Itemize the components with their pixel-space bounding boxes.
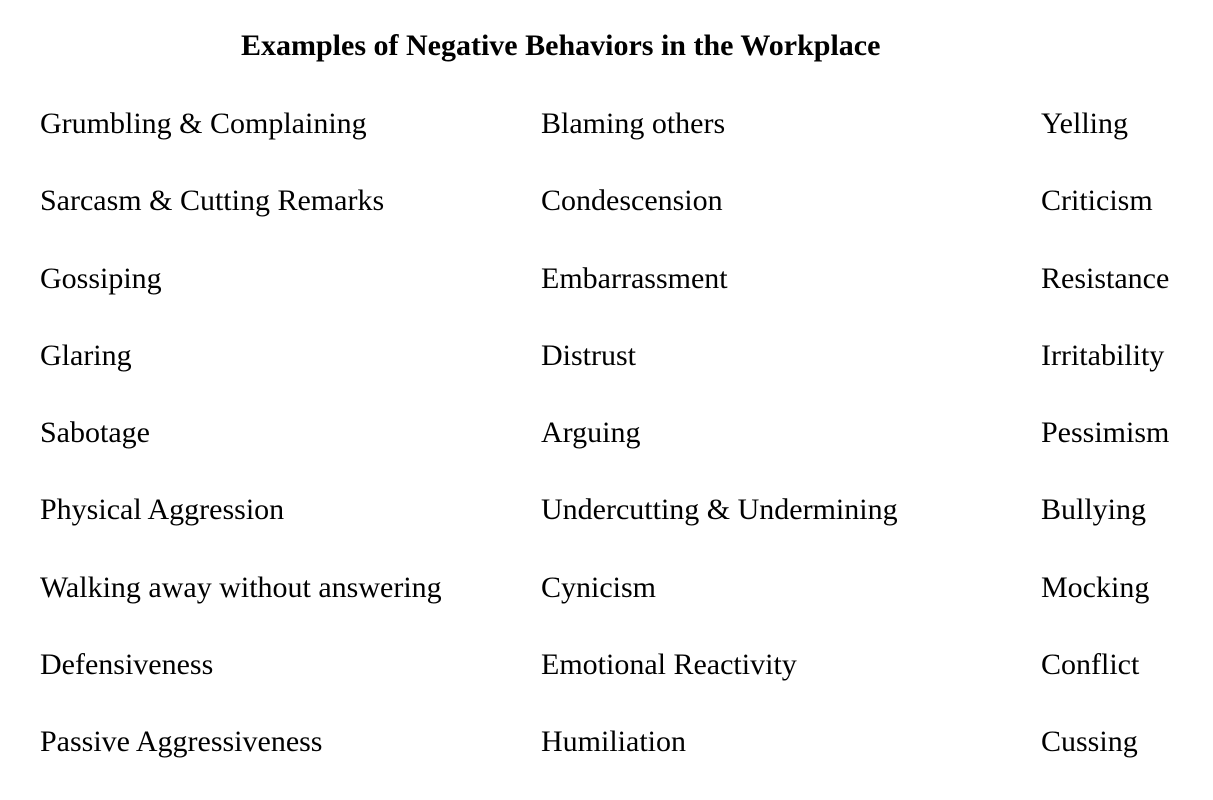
- behavior-cell: Undercutting & Undermining: [541, 493, 898, 527]
- page-title: Examples of Negative Behaviors in the Workplace: [241, 29, 881, 62]
- table-row: [40, 336, 1210, 413]
- table-row: [40, 259, 1210, 336]
- behavior-cell: Mocking: [1041, 570, 1150, 604]
- behavior-cell: Irritability: [1041, 338, 1165, 372]
- behavior-cell: Yelling: [1041, 107, 1128, 140]
- behavior-cell: Passive Aggressiveness: [40, 725, 323, 759]
- behavior-cell: Physical Aggression: [40, 493, 285, 527]
- behavior-cell: Criticism: [1041, 184, 1153, 218]
- table-row: [40, 722, 1210, 799]
- behavior-cell: Conflict: [1041, 648, 1140, 682]
- behavior-cell: Cynicism: [541, 570, 657, 604]
- behavior-cell: Bullying: [1041, 493, 1147, 527]
- table-row: [40, 568, 1210, 645]
- table-row: [40, 645, 1210, 722]
- table-row: [40, 104, 1210, 181]
- behavior-cell: Grumbling & Complaining: [40, 107, 367, 140]
- behavior-cell: Sarcasm & Cutting Remarks: [40, 184, 385, 218]
- behavior-cell: Humiliation: [541, 725, 686, 759]
- behavior-cell: Arguing: [541, 416, 641, 450]
- behavior-table: [40, 104, 1210, 800]
- behavior-cell: Pessimism: [1041, 416, 1170, 450]
- behavior-cell: Walking away without answering: [40, 570, 442, 604]
- table-row: [40, 181, 1210, 258]
- behavior-cell: Cussing: [1041, 725, 1138, 759]
- behavior-cell: Embarrassment: [541, 261, 728, 295]
- behavior-cell: Gossiping: [40, 261, 162, 295]
- behavior-cell: Blaming others: [541, 107, 726, 140]
- behavior-cell: Sabotage: [40, 416, 150, 450]
- behavior-cell: Resistance: [1041, 261, 1170, 295]
- behavior-cell: Condescension: [541, 184, 723, 218]
- table-row: [40, 490, 1210, 567]
- behavior-cell: Emotional Reactivity: [541, 648, 797, 682]
- behavior-cell: Defensiveness: [40, 648, 214, 682]
- table-row: [40, 413, 1210, 490]
- behavior-cell: Distrust: [541, 338, 637, 372]
- behavior-cell: Glaring: [40, 338, 132, 372]
